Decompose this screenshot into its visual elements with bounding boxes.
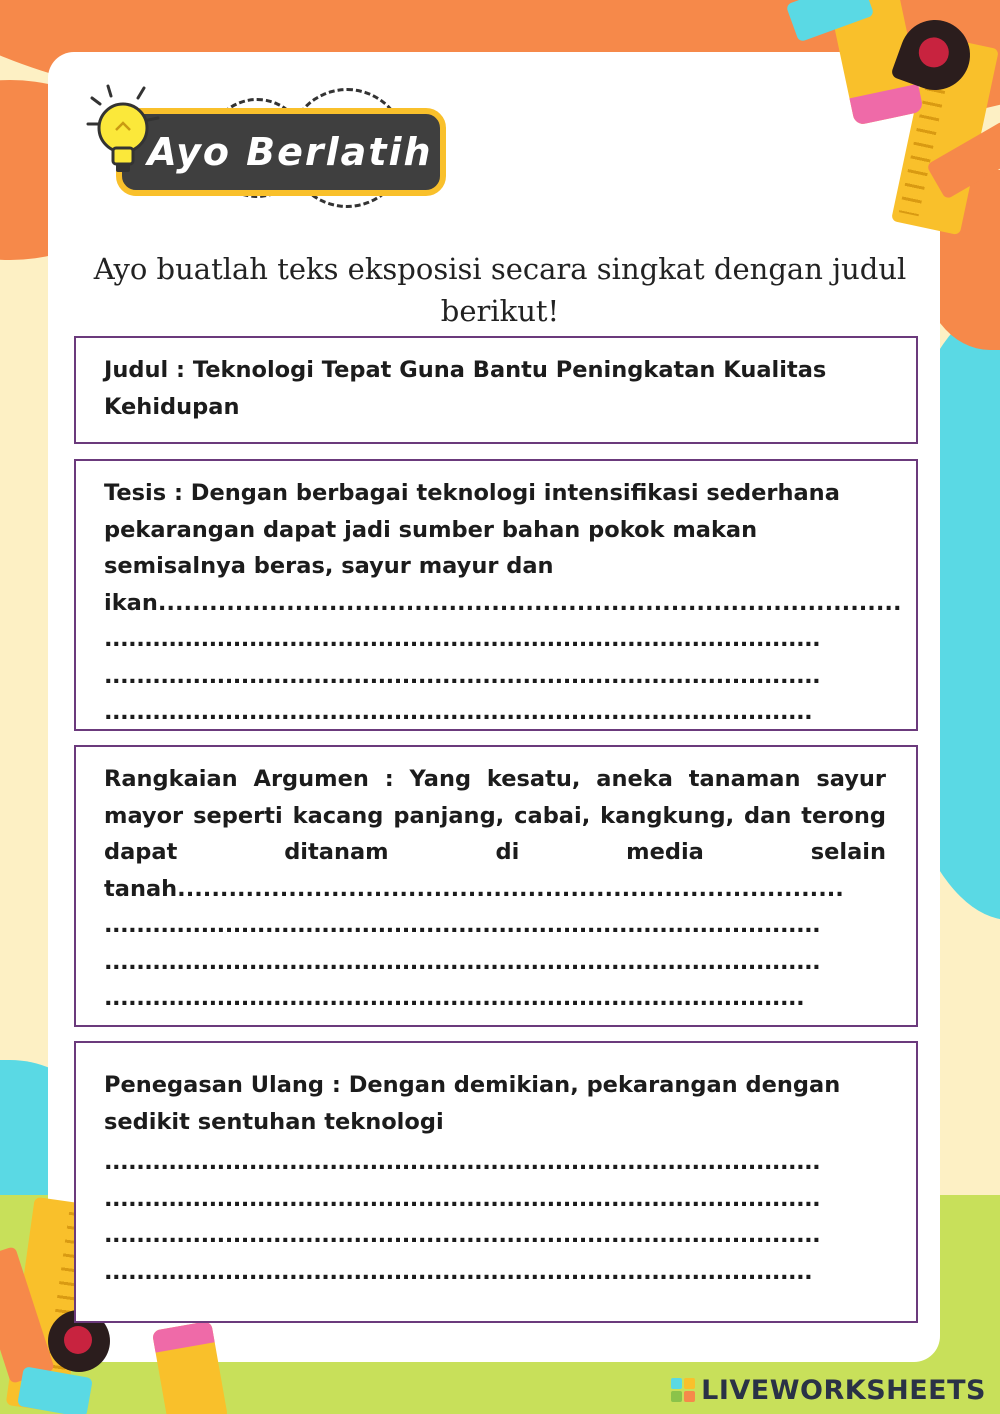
title-badge (72, 70, 452, 230)
argumen-text: Rangkaian Argumen : Yang kesatu, aneka tanaman sayur mayor seperti kacang panjang, cabai, kangkung, dan terong dapat ditanam di media selain tanah.............................................................................. (104, 766, 886, 902)
liveworksheets-logo[interactable] (671, 1372, 986, 1408)
judul-box (74, 336, 918, 444)
badge-title: Ayo Berlatih (147, 130, 433, 174)
answer-line[interactable]: ......................................................................................... (104, 1149, 821, 1175)
argumen-box[interactable] (74, 745, 918, 1027)
badge-plate (116, 108, 446, 196)
answer-line[interactable]: ......................................................................................... (104, 948, 821, 975)
answer-line[interactable]: ......................................................................................... (104, 912, 821, 938)
tesis-box[interactable] (74, 459, 918, 731)
lightbulb-icon (86, 84, 160, 180)
judul-text: Judul : Teknologi Tepat Guna Bantu Peningkatan Kualitas Kehidupan (104, 357, 827, 420)
penegasan-box[interactable] (74, 1041, 918, 1323)
brand-name: LIVEWORKSHEETS (701, 1374, 986, 1406)
liveworksheets-logo-icon (671, 1378, 695, 1402)
answer-line[interactable]: ......................................................................................... (104, 626, 821, 652)
tesis-text: Tesis : Dengan berbagai teknologi intensifikasi sederhana pekarangan dapat jadi sumber bahan pokok makan semisalnya beras, sayur mayur dan ikan....................................................................................... (104, 480, 902, 616)
instruction-text: Ayo buatlah teks eksposisi secara singkat dengan judul berikut! (93, 252, 907, 328)
answer-line[interactable]: ........................................................................................ (104, 1258, 813, 1285)
answer-line[interactable]: ......................................................................................... (104, 662, 821, 689)
answer-line[interactable]: ......................................................................................... (104, 1185, 821, 1212)
answer-line[interactable]: ....................................................................................... (104, 985, 805, 1011)
penegasan-text: Penegasan Ulang : Dengan demikian, pekarangan dengan sedikit sentuhan teknologi (104, 1072, 841, 1135)
answer-line[interactable]: ........................................................................................ (104, 699, 813, 725)
answer-line[interactable]: ......................................................................................... (104, 1222, 821, 1248)
